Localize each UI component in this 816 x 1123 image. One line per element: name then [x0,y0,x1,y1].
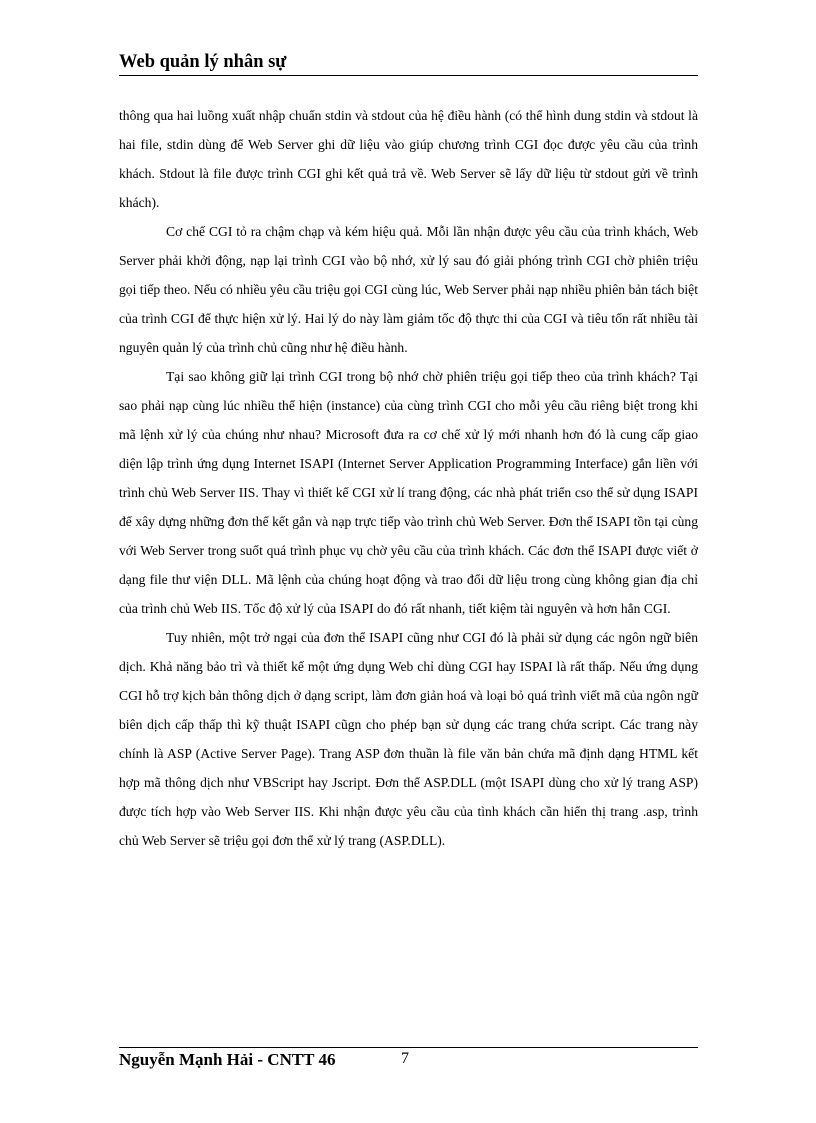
body-text [119,101,698,855]
paragraph-continuation: thông qua hai luồng xuất nhập chuẩn stdin và stdout của hệ điều hành (có thể hình dung stdin và stdout là hai file, stdin dùng để Web Server ghi dữ liệu vào giúp chương trình CGI đọc được yêu cầu của trình khách. Stdout là file được trình CGI ghi kết quả trả về. Web Server sẽ lấy dữ liệu từ stdout gửi về trình khách). [119,108,698,210]
header-title: Web quản lý nhân sự [119,52,287,72]
footer-author: Nguyễn Mạnh Hải - CNTT 46 [119,1050,336,1069]
page-number: 7 [401,1050,409,1067]
paragraph-isapi: Tại sao không giữ lại trình CGI trong bộ nhớ chờ phiên triệu gọi tiếp theo của trình khách? Tại sao phải nạp cùng lúc nhiều thể hiện (instance) của cùng trình CGI cho mỗi yêu cầu riêng biệt trong khi mã lệnh xử lý của chúng như nhau? Microsoft đưa ra cơ chế xử lý mới nhanh hơn đó là cung cấp giao diện lập trình ứng dụng Internet ISAPI (Internet Server Application Programming Interface) gắn liền với trình chủ Web Server IIS. Thay vì thiết kế CGI xử lí trang động, các nhà phát triển cso thể sử dụng ISAPI để xây dựng những đơn thể kết gắn và nạp trực tiếp vào trình chủ Web Server. Đơn thể ISAPI tồn tại cùng với Web Server trong suốt quá trình phục vụ chờ yêu cầu của trình khách. Các đơn thể ISAPI được viết ở dạng file thư viện DLL. Mã lệnh của chúng hoạt động và trao đổi dữ liệu trong cùng không gian địa chỉ của trình chủ Web IIS. Tốc độ xử lý của ISAPI do đó rất nhanh, tiết kiệm tài nguyên và hơn hẳn CGI. [119,369,698,616]
paragraph-asp: Tuy nhiên, một trở ngại của đơn thể ISAPI cũng như CGI đó là phải sử dụng các ngôn ngữ biên dịch. Khả năng bảo trì và thiết kế một ứng dụng Web chỉ dùng CGI hay ISPAI là rất thấp. Nếu ứng dụng CGI hỗ trợ kịch bản thông dịch ở dạng script, làm đơn giản hoá và loại bỏ quá trình viết mã của ngôn ngữ biên dịch cấp thấp thì kỹ thuật ISAPI cũgn cho phép bạn sử dụng các trang chứa script. Các trang này chính là ASP (Active Server Page). Trang ASP đơn thuần là file văn bản chứa mã định dạng HTML kết hợp mã thông dịch như VBScript hay Jscript. Đơn thể ASP.DLL (một ISAPI dùng cho xử lý trang ASP) được tích hợp vào Web Server IIS. Khi nhận được yêu cầu của tình khách cần hiển thị trang .asp, trình chủ Web Server sẽ triệu gọi đơn thể xử lý trang (ASP.DLL). [119,630,698,848]
paragraph-cgi-mechanism: Cơ chế CGI tỏ ra chậm chạp và kém hiệu quả. Mỗi lần nhận được yêu cầu của trình khách, Web Server phải khởi động, nạp lại trình CGI vào bộ nhớ, xử lý sau đó giải phóng trình CGI chờ phiên triệu gọi tiếp theo. Nếu có nhiều yêu cầu triệu gọi CGI cùng lúc, Web Server phải nạp nhiều phiên bản tách biệt của trình CGI để thực hiện xử lý. Hai lý do này làm giảm tốc độ thực thi của CGI và tiêu tốn rất nhiều tài nguyên quản lý của trình chủ cũng như hệ điều hành. [119,224,698,355]
footer-rule [119,1047,698,1048]
header-rule [119,75,698,76]
